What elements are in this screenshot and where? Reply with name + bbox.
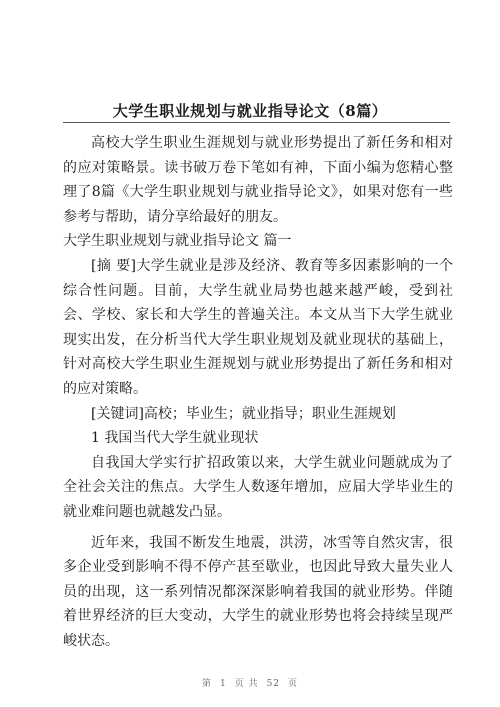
footer-prefix: 第	[201, 679, 212, 689]
abstract-paragraph: [摘 要]大学生就业是涉及经济、教育等多因素影响的一个综合性问题。目前，大学生就业局势也越来越严峻，受到社会、学校、家长和大学生的普遍关注。本文从当下大学生就业现实出发，在分析当代大学生职业规划及就业现状的基础上，针对高校大学生职业生涯规划与就业形势提出了新任务和相对的应对策略。	[63, 257, 453, 397]
footer-page-total: 52	[266, 679, 281, 689]
document-title: 大学生职业规划与就业指导论文（8篇）	[112, 102, 388, 120]
document-body	[63, 131, 453, 653]
section-heading: 大学生职业规划与就业指导论文 篇一	[63, 233, 292, 250]
intro-paragraph: 高校大学生职业生涯规划与就业形势提出了新任务和相对的应对策略景。读书破万卷下笔如有神，下面小编为您精心整理了8篇《大学生职业规划与就业指导论文》，如果对您有一些参考与帮助，请分享给最好的朋友。	[63, 135, 453, 225]
title-divider	[63, 122, 450, 123]
footer-middle: 页 共	[234, 679, 259, 689]
footer-suffix: 页	[288, 679, 299, 689]
page-footer	[0, 676, 500, 689]
body-paragraph: 自我国大学实行扩招政策以来，大学生就业问题就成为了全社会关注的焦点。大学生人数逐年增加，应届大学毕业生的就业难问题也就越发凸显。	[63, 454, 453, 520]
subsection-heading: 1 我国当代大学生就业现状	[91, 430, 259, 447]
body-paragraph: 近年来，我国不断发生地震，洪涝，冰雪等自然灾害，很多企业受到影响不得不停产甚至歇业，也因此导致大量失业人员的出现，这一系列情况都深深影响着我国的就业形势。伴随着世界经济的巨大变动，大学生的就业形势也将会持续呈现严峻状态。	[63, 534, 453, 649]
footer-page-current: 1	[219, 679, 227, 689]
keywords-line: [关键词]高校；毕业生；就业指导；职业生涯规划	[91, 405, 396, 422]
